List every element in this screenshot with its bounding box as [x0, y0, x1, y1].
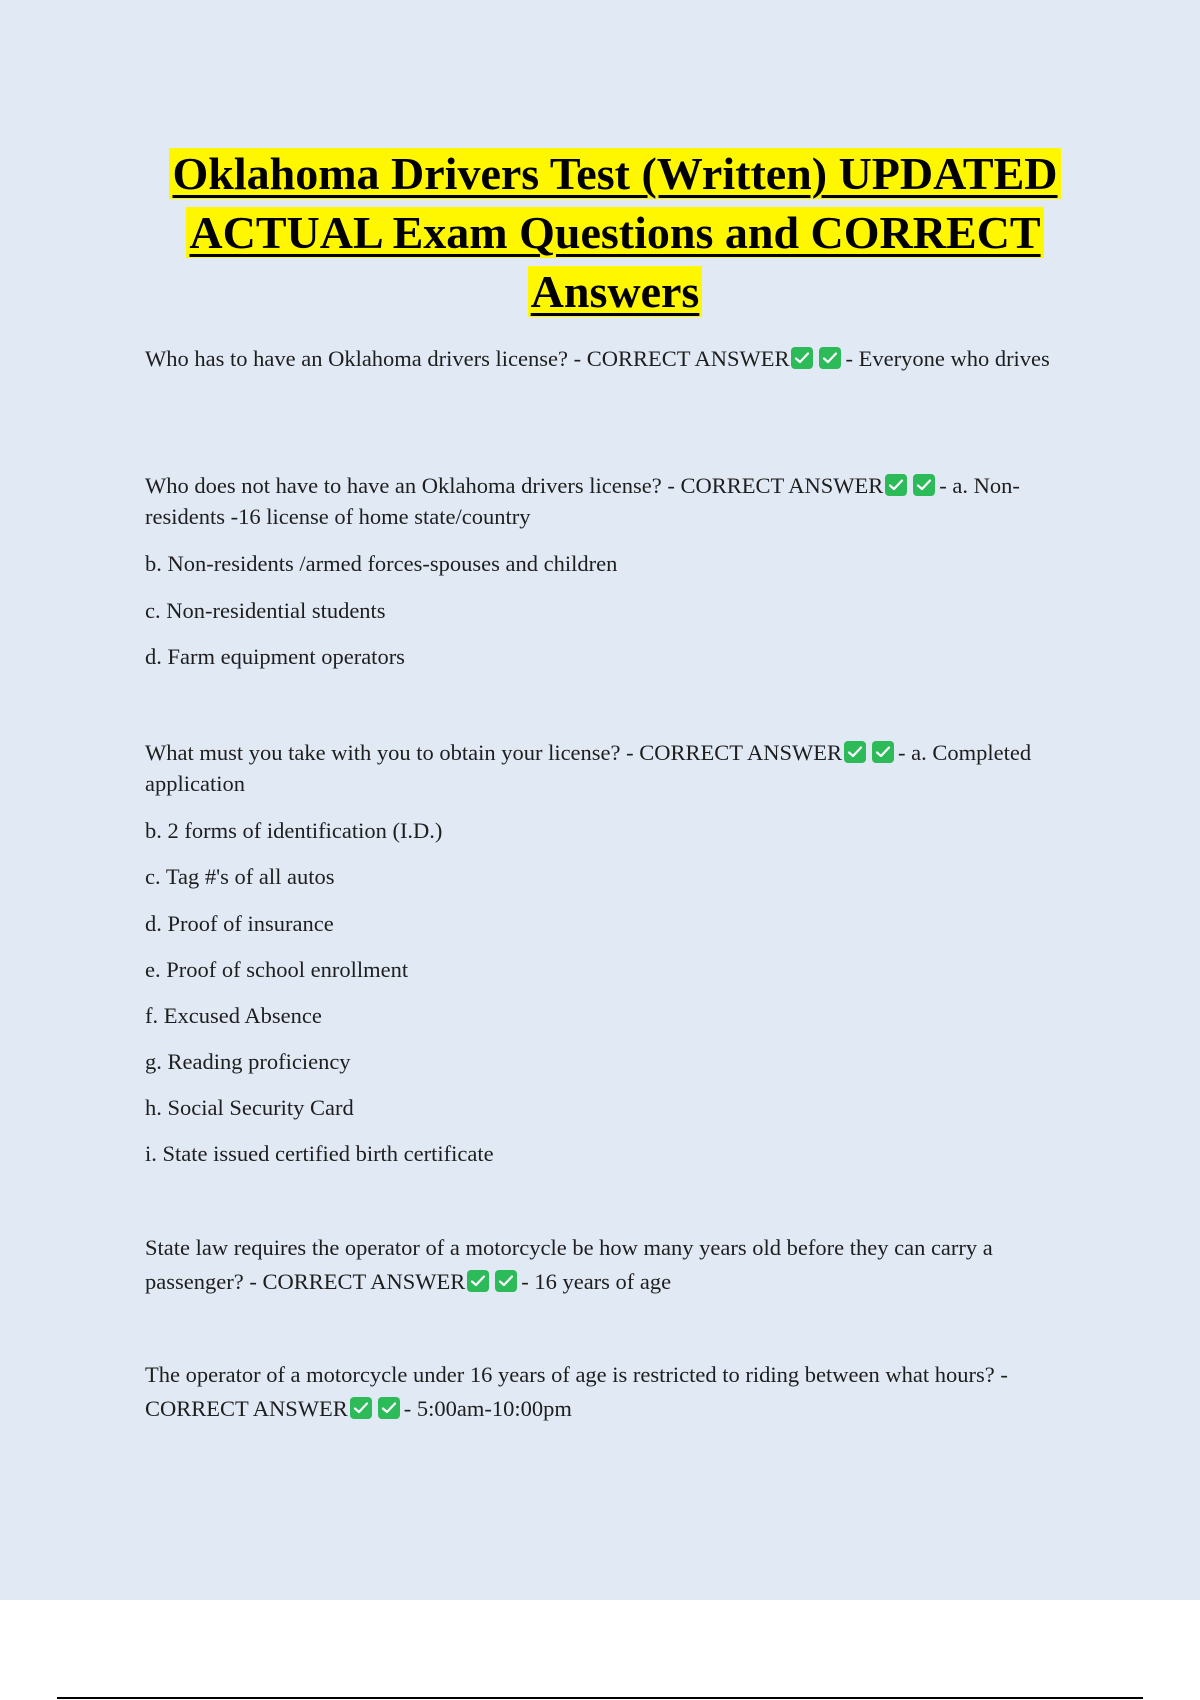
- question-text: State law requires the operator of a motorcycle be how many years old before they can carry a passenger?: [145, 1235, 993, 1294]
- answer-option: c. Tag #'s of all autos: [145, 864, 335, 889]
- answer-option: b. 2 forms of identification (I.D.): [145, 818, 443, 843]
- page-title: [140, 144, 1090, 321]
- answer-text: 5:00am-10:00pm: [416, 1396, 572, 1421]
- answer-option: i. State issued certified birth certificate: [145, 1141, 494, 1166]
- answer-text: a. Completed application: [145, 740, 1032, 796]
- question-text: The operator of a motorcycle under 16 years of age is restricted to riding between what hours?: [145, 1362, 995, 1387]
- answer-option: g. Reading proficiency: [145, 1049, 351, 1074]
- answer-option: d. Farm equipment operators: [145, 644, 405, 669]
- footer-divider: [57, 1697, 1143, 1699]
- answer-option: h. Social Security Card: [145, 1095, 354, 1120]
- page-title-text: Oklahoma Drivers Test (Written) UPDATED ACTUAL Exam Questions and CORRECT Answers: [169, 148, 1060, 317]
- qa-item-4: State law requires the operator of a motorcycle be how many years old before they can carry a passenger? - CORRECT ANSWER - 16 years of age: [145, 1235, 993, 1294]
- check-mark-icon: [885, 474, 907, 496]
- answer-marker: CORRECT ANSWER: [586, 346, 790, 371]
- question-text: Who has to have an Oklahoma drivers license?: [145, 346, 568, 371]
- question-text: Who does not have to have an Oklahoma drivers license?: [145, 473, 662, 498]
- qa-item-1: Who has to have an Oklahoma drivers license? - CORRECT ANSWER - Everyone who drives: [145, 346, 1050, 371]
- check-mark-icon: [467, 1270, 489, 1292]
- check-mark-icon: [495, 1270, 517, 1292]
- answer-option: e. Proof of school enrollment: [145, 957, 409, 982]
- answer-marker: CORRECT ANSWER: [262, 1269, 466, 1294]
- qa-item-5: The operator of a motorcycle under 16 years of age is restricted to riding between what hours? - CORRECT ANSWER - 5:00am-10:00pm: [145, 1362, 1008, 1421]
- answer-marker: CORRECT ANSWER: [639, 740, 843, 765]
- check-mark-icon: [913, 474, 935, 496]
- check-mark-icon: [378, 1397, 400, 1419]
- answer-marker: CORRECT ANSWER: [680, 473, 884, 498]
- qa-item-3: What must you take with you to obtain your license? - CORRECT ANSWER - a. Completed application: [145, 740, 1032, 796]
- answer-option: d. Proof of insurance: [145, 911, 334, 936]
- answer-text: Everyone who drives: [858, 346, 1050, 371]
- answer-marker: CORRECT ANSWER: [145, 1396, 348, 1421]
- answer-option: c. Non-residential students: [145, 598, 386, 623]
- check-mark-icon: [350, 1397, 372, 1419]
- check-mark-icon: [872, 741, 894, 763]
- answer-option: b. Non-residents /armed forces-spouses and children: [145, 551, 618, 576]
- answer-text: a. Non-residents -16 license of home state/country: [145, 473, 1020, 529]
- question-text: What must you take with you to obtain your license?: [145, 740, 621, 765]
- answer-text: 16 years of age: [534, 1269, 672, 1294]
- check-mark-icon: [819, 347, 841, 369]
- check-mark-icon: [844, 741, 866, 763]
- answer-option: f. Excused Absence: [145, 1003, 322, 1028]
- check-mark-icon: [791, 347, 813, 369]
- qa-item-2: Who does not have to have an Oklahoma drivers license? - CORRECT ANSWER - a. Non-residents -16 license of home state/country: [145, 473, 1020, 529]
